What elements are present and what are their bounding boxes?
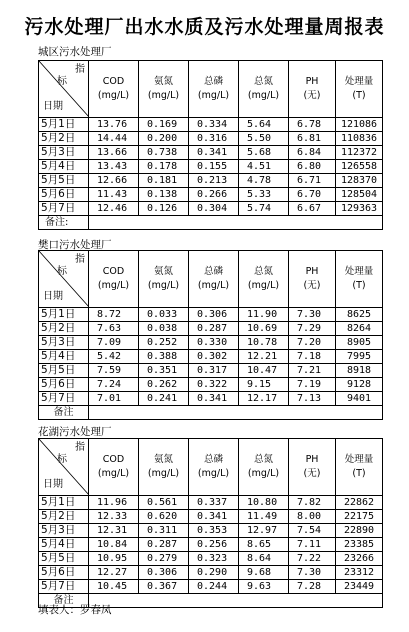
cod-cell: 13.76 bbox=[89, 118, 139, 132]
ph-cell: 7.20 bbox=[289, 336, 336, 350]
volume-cell: 9401 bbox=[336, 392, 383, 406]
table-huahu bbox=[38, 438, 383, 608]
tn-cell: 4.78 bbox=[239, 174, 289, 188]
diag-label-top: 指 bbox=[75, 254, 85, 265]
date-cell: 5月4日 bbox=[39, 350, 89, 364]
ph-cell: 6.84 bbox=[289, 146, 336, 160]
tn-cell: 8.65 bbox=[239, 538, 289, 552]
tn-cell: 5.33 bbox=[239, 188, 289, 202]
col-header-cod: COD (mg/L) bbox=[89, 61, 139, 118]
header-row bbox=[39, 439, 383, 496]
ammonia-cell: 0.033 bbox=[139, 308, 189, 322]
ph-cell: 6.67 bbox=[289, 202, 336, 216]
date-cell: 5月7日 bbox=[39, 580, 89, 594]
tp-cell: 0.337 bbox=[189, 496, 239, 510]
ammonia-cell: 0.287 bbox=[139, 538, 189, 552]
ph-cell: 7.54 bbox=[289, 524, 336, 538]
cod-cell: 7.09 bbox=[89, 336, 139, 350]
table-fankou bbox=[38, 250, 383, 420]
ammonia-cell: 0.200 bbox=[139, 132, 189, 146]
ammonia-cell: 0.126 bbox=[139, 202, 189, 216]
ammonia-cell: 0.181 bbox=[139, 174, 189, 188]
tn-cell: 10.47 bbox=[239, 364, 289, 378]
volume-cell: 22890 bbox=[336, 524, 383, 538]
volume-cell: 7995 bbox=[336, 350, 383, 364]
tn-cell: 12.21 bbox=[239, 350, 289, 364]
col-header-cod: COD (mg/L) bbox=[89, 439, 139, 496]
cod-cell: 10.95 bbox=[89, 552, 139, 566]
ph-cell: 7.28 bbox=[289, 580, 336, 594]
table-row bbox=[39, 146, 383, 160]
table-row bbox=[39, 160, 383, 174]
cod-cell: 14.44 bbox=[89, 132, 139, 146]
tn-cell: 5.64 bbox=[239, 118, 289, 132]
ph-cell: 6.71 bbox=[289, 174, 336, 188]
tp-cell: 0.290 bbox=[189, 566, 239, 580]
volume-cell: 110836 bbox=[336, 132, 383, 146]
table-body bbox=[39, 118, 383, 216]
cod-cell: 12.27 bbox=[89, 566, 139, 580]
cod-cell: 12.31 bbox=[89, 524, 139, 538]
date-cell: 5月7日 bbox=[39, 202, 89, 216]
volume-cell: 23449 bbox=[336, 580, 383, 594]
volume-cell: 23312 bbox=[336, 566, 383, 580]
ammonia-cell: 0.262 bbox=[139, 378, 189, 392]
ph-cell: 7.11 bbox=[289, 538, 336, 552]
ammonia-cell: 0.738 bbox=[139, 146, 189, 160]
col-header-ammonia: 氨氮 (mg/L) bbox=[139, 251, 189, 308]
diag-label-top: 指 bbox=[75, 442, 85, 453]
tn-cell: 5.50 bbox=[239, 132, 289, 146]
volume-cell: 22862 bbox=[336, 496, 383, 510]
col-header-tp: 总磷 (mg/L) bbox=[189, 61, 239, 118]
diag-label-top: 指 bbox=[75, 64, 85, 75]
date-cell: 5月3日 bbox=[39, 336, 89, 350]
ammonia-cell: 0.388 bbox=[139, 350, 189, 364]
date-cell: 5月2日 bbox=[39, 322, 89, 336]
volume-cell: 9128 bbox=[336, 378, 383, 392]
table-row bbox=[39, 188, 383, 202]
volume-cell: 23266 bbox=[336, 552, 383, 566]
report-title: 污水处理厂出水水质及污水处理量周报表 bbox=[24, 16, 385, 38]
diag-label-mid: 标 bbox=[57, 76, 67, 87]
col-header-volume: 处理量 (T) bbox=[336, 61, 383, 118]
ammonia-cell: 0.620 bbox=[139, 510, 189, 524]
ph-cell: 8.00 bbox=[289, 510, 336, 524]
table-row bbox=[39, 580, 383, 594]
tp-cell: 0.341 bbox=[189, 392, 239, 406]
tn-cell: 9.63 bbox=[239, 580, 289, 594]
volume-cell: 23385 bbox=[336, 538, 383, 552]
col-header-ph: PH (无) bbox=[289, 61, 336, 118]
tp-cell: 0.341 bbox=[189, 146, 239, 160]
tn-cell: 11.90 bbox=[239, 308, 289, 322]
tn-cell: 4.51 bbox=[239, 160, 289, 174]
volume-cell: 8918 bbox=[336, 364, 383, 378]
col-header-tn: 总氮 (mg/L) bbox=[239, 251, 289, 308]
table-body bbox=[39, 308, 383, 406]
tn-cell: 11.49 bbox=[239, 510, 289, 524]
table-row bbox=[39, 378, 383, 392]
section-title-fankou: 樊口污水处理厂 bbox=[38, 239, 112, 251]
note-label: 备注 bbox=[39, 594, 89, 608]
volume-cell: 112372 bbox=[336, 146, 383, 160]
date-cell: 5月3日 bbox=[39, 146, 89, 160]
cod-cell: 12.66 bbox=[89, 174, 139, 188]
date-cell: 5月6日 bbox=[39, 378, 89, 392]
tp-cell: 0.341 bbox=[189, 510, 239, 524]
tn-cell: 5.74 bbox=[239, 202, 289, 216]
tn-cell: 10.80 bbox=[239, 496, 289, 510]
cod-cell: 10.45 bbox=[89, 580, 139, 594]
diag-label-mid: 标 bbox=[57, 266, 67, 277]
note-value bbox=[89, 406, 383, 420]
volume-cell: 8625 bbox=[336, 308, 383, 322]
note-value bbox=[89, 594, 383, 608]
diag-label-bottom: 日期 bbox=[43, 291, 63, 302]
col-header-cod: COD (mg/L) bbox=[89, 251, 139, 308]
col-header-volume: 处理量 (T) bbox=[336, 439, 383, 496]
ammonia-cell: 0.311 bbox=[139, 524, 189, 538]
ammonia-cell: 0.306 bbox=[139, 566, 189, 580]
ph-cell: 7.21 bbox=[289, 364, 336, 378]
date-cell: 5月3日 bbox=[39, 524, 89, 538]
tp-cell: 0.322 bbox=[189, 378, 239, 392]
table-row bbox=[39, 350, 383, 364]
ph-cell: 6.80 bbox=[289, 160, 336, 174]
diagonal-header-cell bbox=[39, 251, 89, 308]
col-header-tn: 总氮 (mg/L) bbox=[239, 439, 289, 496]
tn-cell: 9.15 bbox=[239, 378, 289, 392]
ammonia-cell: 0.252 bbox=[139, 336, 189, 350]
ph-cell: 7.13 bbox=[289, 392, 336, 406]
tp-cell: 0.302 bbox=[189, 350, 239, 364]
tp-cell: 0.306 bbox=[189, 308, 239, 322]
diag-label-mid: 标 bbox=[57, 454, 67, 465]
note-row bbox=[39, 216, 383, 230]
cod-cell: 11.96 bbox=[89, 496, 139, 510]
table-row bbox=[39, 118, 383, 132]
header-row bbox=[39, 61, 383, 118]
volume-cell: 121086 bbox=[336, 118, 383, 132]
diagonal-header-cell bbox=[39, 61, 89, 118]
date-cell: 5月1日 bbox=[39, 496, 89, 510]
cod-cell: 7.59 bbox=[89, 364, 139, 378]
note-label: 备注: bbox=[39, 216, 89, 230]
col-header-ammonia: 氨氮 (mg/L) bbox=[139, 439, 189, 496]
tp-cell: 0.304 bbox=[189, 202, 239, 216]
tp-cell: 0.266 bbox=[189, 188, 239, 202]
ph-cell: 6.78 bbox=[289, 118, 336, 132]
col-header-tn: 总氮 (mg/L) bbox=[239, 61, 289, 118]
table-chengqu bbox=[38, 60, 383, 230]
tp-cell: 0.155 bbox=[189, 160, 239, 174]
date-cell: 5月2日 bbox=[39, 132, 89, 146]
date-cell: 5月6日 bbox=[39, 188, 89, 202]
tn-cell: 12.17 bbox=[239, 392, 289, 406]
ph-cell: 7.18 bbox=[289, 350, 336, 364]
table-row bbox=[39, 202, 383, 216]
cod-cell: 10.84 bbox=[89, 538, 139, 552]
tp-cell: 0.256 bbox=[189, 538, 239, 552]
note-row bbox=[39, 406, 383, 420]
cod-cell: 7.24 bbox=[89, 378, 139, 392]
ph-cell: 6.70 bbox=[289, 188, 336, 202]
volume-cell: 8905 bbox=[336, 336, 383, 350]
ammonia-cell: 0.279 bbox=[139, 552, 189, 566]
diag-label-bottom: 日期 bbox=[43, 101, 63, 112]
date-cell: 5月4日 bbox=[39, 538, 89, 552]
ph-cell: 7.19 bbox=[289, 378, 336, 392]
cod-cell: 5.42 bbox=[89, 350, 139, 364]
ammonia-cell: 0.178 bbox=[139, 160, 189, 174]
cod-cell: 12.33 bbox=[89, 510, 139, 524]
filled-by: 填表人：罗春凤 bbox=[38, 604, 112, 616]
date-cell: 5月2日 bbox=[39, 510, 89, 524]
ph-cell: 7.29 bbox=[289, 322, 336, 336]
cod-cell: 13.66 bbox=[89, 146, 139, 160]
date-cell: 5月6日 bbox=[39, 566, 89, 580]
cod-cell: 7.63 bbox=[89, 322, 139, 336]
table-row bbox=[39, 132, 383, 146]
ph-cell: 7.30 bbox=[289, 308, 336, 322]
note-label: 备注 bbox=[39, 406, 89, 420]
tn-cell: 9.68 bbox=[239, 566, 289, 580]
ammonia-cell: 0.038 bbox=[139, 322, 189, 336]
col-header-ammonia: 氨氮 (mg/L) bbox=[139, 61, 189, 118]
volume-cell: 129363 bbox=[336, 202, 383, 216]
cod-cell: 8.72 bbox=[89, 308, 139, 322]
date-cell: 5月1日 bbox=[39, 308, 89, 322]
tp-cell: 0.353 bbox=[189, 524, 239, 538]
ammonia-cell: 0.241 bbox=[139, 392, 189, 406]
table-row bbox=[39, 322, 383, 336]
col-header-ph: PH (无) bbox=[289, 251, 336, 308]
table-row bbox=[39, 524, 383, 538]
date-cell: 5月7日 bbox=[39, 392, 89, 406]
diagonal-header-cell bbox=[39, 439, 89, 496]
note-value bbox=[89, 216, 383, 230]
tn-cell: 12.97 bbox=[239, 524, 289, 538]
volume-cell: 22175 bbox=[336, 510, 383, 524]
cod-cell: 13.43 bbox=[89, 160, 139, 174]
tp-cell: 0.317 bbox=[189, 364, 239, 378]
date-cell: 5月5日 bbox=[39, 174, 89, 188]
col-header-tp: 总磷 (mg/L) bbox=[189, 251, 239, 308]
col-header-tp: 总磷 (mg/L) bbox=[189, 439, 239, 496]
table-row bbox=[39, 510, 383, 524]
table-row bbox=[39, 308, 383, 322]
tn-cell: 10.69 bbox=[239, 322, 289, 336]
table-row bbox=[39, 174, 383, 188]
ammonia-cell: 0.561 bbox=[139, 496, 189, 510]
tp-cell: 0.287 bbox=[189, 322, 239, 336]
table-row bbox=[39, 336, 383, 350]
tp-cell: 0.244 bbox=[189, 580, 239, 594]
volume-cell: 8264 bbox=[336, 322, 383, 336]
tp-cell: 0.323 bbox=[189, 552, 239, 566]
tp-cell: 0.316 bbox=[189, 132, 239, 146]
volume-cell: 126558 bbox=[336, 160, 383, 174]
cod-cell: 12.46 bbox=[89, 202, 139, 216]
table-row bbox=[39, 496, 383, 510]
ph-cell: 7.30 bbox=[289, 566, 336, 580]
tp-cell: 0.334 bbox=[189, 118, 239, 132]
table-row bbox=[39, 392, 383, 406]
table-row bbox=[39, 364, 383, 378]
table-row bbox=[39, 552, 383, 566]
tn-cell: 10.78 bbox=[239, 336, 289, 350]
ph-cell: 7.82 bbox=[289, 496, 336, 510]
tn-cell: 8.64 bbox=[239, 552, 289, 566]
date-cell: 5月4日 bbox=[39, 160, 89, 174]
volume-cell: 128370 bbox=[336, 174, 383, 188]
date-cell: 5月5日 bbox=[39, 552, 89, 566]
diag-label-bottom: 日期 bbox=[43, 479, 63, 490]
cod-cell: 7.01 bbox=[89, 392, 139, 406]
table-row bbox=[39, 566, 383, 580]
tn-cell: 5.68 bbox=[239, 146, 289, 160]
ammonia-cell: 0.367 bbox=[139, 580, 189, 594]
volume-cell: 128504 bbox=[336, 188, 383, 202]
header-row bbox=[39, 251, 383, 308]
tp-cell: 0.213 bbox=[189, 174, 239, 188]
col-header-ph: PH (无) bbox=[289, 439, 336, 496]
ammonia-cell: 0.351 bbox=[139, 364, 189, 378]
date-cell: 5月1日 bbox=[39, 118, 89, 132]
section-title-huahu: 花湖污水处理厂 bbox=[38, 426, 112, 438]
ammonia-cell: 0.138 bbox=[139, 188, 189, 202]
cod-cell: 11.43 bbox=[89, 188, 139, 202]
ph-cell: 6.81 bbox=[289, 132, 336, 146]
ammonia-cell: 0.169 bbox=[139, 118, 189, 132]
table-row bbox=[39, 538, 383, 552]
ph-cell: 7.22 bbox=[289, 552, 336, 566]
date-cell: 5月5日 bbox=[39, 364, 89, 378]
col-header-volume: 处理量 (T) bbox=[336, 251, 383, 308]
table-body bbox=[39, 496, 383, 594]
section-title-chengqu: 城区污水处理厂 bbox=[38, 46, 112, 58]
tp-cell: 0.330 bbox=[189, 336, 239, 350]
